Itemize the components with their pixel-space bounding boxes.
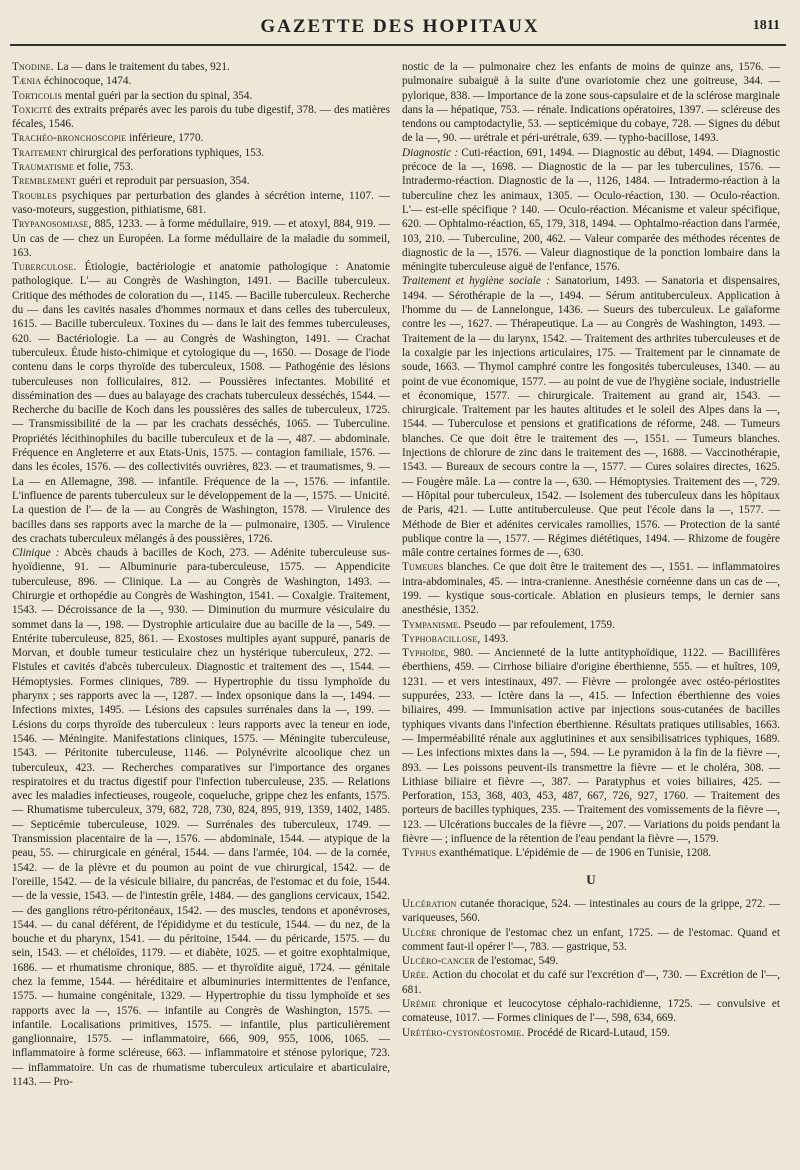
entry-heading: Toxicité [12, 103, 53, 116]
index-entry [12, 217, 390, 260]
index-entry [12, 74, 390, 88]
entry-text: Pseudo — par refoulement, 1759. [463, 618, 615, 631]
entry-text: exanthématique. L'épidémie de — de 1906 en Tunisie, 1208. [439, 847, 712, 860]
entry-text: 885, 1233. — à forme médullaire, 919. — et atoxyl, 884, 919. — Un cas de — chez un Européen. La forme médullaire de la maladie du sommeil, 163. [12, 218, 390, 259]
entry-heading: Tympanisme. [402, 618, 462, 631]
left-column [12, 60, 390, 1089]
entry-heading: Traitement et hygiène sociale : [402, 275, 550, 288]
index-entry [402, 560, 780, 617]
index-entry [12, 174, 390, 188]
entry-text: échinocoque, 1474. [43, 75, 132, 88]
entry-text: Sanatorium, 1493. — Sanatoria et dispensaires, 1494. — Sérothérapie de la —, 1494. — Sérum antituberculeux. Application à l'homme du — de Lannelongue, 1436. — Sueurs des tuberculeux. Le gaïaforme contre les —, 1627. — Thérapeutique. La — au Congrès de Washington, 1493. — Traitement de la — du larynx, 1542. — Traitement des arthrites tuberculeuses et de la coxalgie par les injections articulaires, 175. — Traitement par le cinnamate de soude, 1663. — Thymol camphré contre les fongosités tuberculeuses, 1340. — au point de vue économique, 1577. — au point de vue de l'hygiène sociale, industrielle et économique, 1577. — chirurgicale. Traitement au grand air, 1543. — chirurgicale. Traitement par les hautes altitudes et le soleil des Alpes dans la —, 1544. — Tuberculose et pensions et gratifications de réforme, 248. — Tumeurs blanches. Ce que doit être le traitement des —, 1551. — Tumeurs blanches. Injections de chlorure de zinc dans le traitement des —, 1688. — Vaccinothérapie, 1543. — Bureaux de secours contre la —, 1577. — Cures solaires directes, 1625. — Fougère mâle. La — contre la —, 630. — Hémoptysies. Traitement des —, 729. — Hôpital pour tuberculeux, 1542. — Isolement des tuberculeux dans les hôpitaux de Paris, 421. — Lutte antituberculeuse. Que peut l'école dans la —, 1577. — Méthode de Bier et adénites cervicales ramollies, 1576. — Protection de la santé publique contre la —, 1577. — Régimes diététiques, 1494. — Rhizome de fougère mâle contre certaines formes de —, 630. [402, 275, 781, 560]
entry-heading: Typhobacillose, [402, 632, 481, 645]
index-entry [12, 146, 390, 160]
entry-text: chirurgical des perforations typhiques, 153. [69, 146, 265, 159]
section-letter-u: U [586, 871, 596, 887]
index-entry [402, 926, 780, 955]
index-entry [402, 1026, 780, 1040]
index-entry [12, 103, 390, 132]
entry-heading: Traumatisme [12, 161, 74, 174]
entry-text: chronique de l'estomac chez un enfant, 1725. — de l'estomac. Quand et comment faut-il opérer l'—, 783. — gastrique, 53. [402, 926, 780, 953]
index-entry [12, 260, 390, 546]
entry-heading: Troubles [12, 189, 57, 202]
entry-text: et folie, 753. [76, 161, 134, 174]
right-column [402, 60, 780, 1040]
entry-heading: Torticolis [12, 89, 63, 102]
entry-text: Cuti-réaction, 691, 1494. — Diagnostic au début, 1494. — Diagnostic précoce de la —, 1698. — Diagnostic de la — par les tuberculines, 1576. — Intradermo-réaction. Diagnostic de la —, 1126, 1484. — Intradermo-réaction à la tuberculine chez les animaux, 1305. — Oculo-réaction, 130. — Oculo-réaction. L'— est-elle spécifique ? 140. — Oculo-réaction. Mécanisme et valeur spécifique, 620. — Ophtalmo-réaction, 65, 179, 318, 1494. — Ophtalmo-réaction dans l'armée, 103, 210. — Tuberculine, 200, 462. — Valeur comparée des méthodes récentes de diagnostic de la —, 1576. — Valeur diagnostique de la ponction lombaire dans la méningite tuberculeuse aiguë de l'enfance, 1576. [402, 146, 780, 274]
entry-heading: Typhoïde, [402, 647, 449, 660]
entry-heading: Tnodine. [12, 61, 54, 73]
page-number: 1811 [752, 18, 780, 33]
entry-heading: Tumeurs [402, 561, 444, 574]
index-entry [402, 997, 780, 1026]
entry-text: 1493. [483, 632, 509, 645]
entry-text: psychiques par perturbation des glandes à sécrétion interne, 1107. — vaso-moteurs, suggestion, pithiatisme, 681. [12, 189, 391, 216]
right-entries [402, 60, 780, 861]
entry-heading: Traitement [12, 146, 68, 159]
index-entry [402, 897, 780, 926]
entry-text: cutanée thoracique, 524. — intestinales au cours de la grippe, 272. — variqueuses, 560. [402, 897, 781, 925]
entry-heading: Urée. [402, 969, 429, 982]
entry-text: des extraits préparés avec les parois du tube digestif, 378. — des matières fécales, 1546. [12, 103, 390, 131]
entry-heading: Trypanosomiase, [12, 218, 92, 231]
entry-heading: Urétéro-cystonéostomie. [402, 1026, 525, 1039]
index-entry [12, 131, 390, 145]
index-entry [402, 846, 780, 860]
entry-text: Abcès chauds à bacilles de Koch, 273. — Adénite tuberculeuse sus-hyoïdienne, 91. — Albuminurie para-tuberculeuse, 1575. — Appendicite tuberculeuse, 896. — Clinique. La — au Congrès de Washington, 1493. — Chirurgie et orthopédie au Congrès de Washington, 1541. — Coxalgie. Traitement, 1543. — Décroissance de la —, 930. — Diminution du murmure vésiculaire du sommet dans la —, 198. — Dystrophie articulaire due au bacille de la —, 549. — Entérite tuberculeuse, 825, 861. — Exostoses multiples ayant suppuré, panaris de Morvan, et double tumeur testiculaire chez un hystérique tuberculeux, 272. — Fistules et cavités d'abcès tuberculeux. Diagnostic et traitement des —, 1544. — Hémoptysies. Formes cliniques, 789. — Hypertrophie du tissu lymphoïde du pharynx ; ses rapports avec la —, 1287. — Index opsonique dans la —, 1494. — Infections mixtes, 1495. — Lésions des capsules surrénales dans la —, 199. — Lésions du corps thyroïde des tuberculeux : leurs rapports avec la teneur en iode, 1546. — Méningite. Manifestations cliniques, 1575. — Méningite tuberculeuse, 1543. — Péritonite tuberculeuse, 1146. — Polynévrite alcoolique chez un tuberculeux, 423. — Recherches comparatives sur l'importance des organes respiratoires et du tractus digestif pour l'infection tuberculeuse, 235. — Relations avec les maladies infectieuses, rougeole, coqueluche, grippe chez les enfants, 1575. — Rhumatisme tuberculeux, 379, 682, 728, 730, 824, 895, 919, 1359, 1402, 1485. — Septicémie tuberculeuse, 1029. — Surrénales des tuberculeux, 1749. — Transmission placentaire de la —, 1576. — abdominale, 1544. — atypique de la peau, 55. — chirurgicale en général, 1544. — dans l'armée, 104. — de la cornée, 1542. — de la plèvre et du poumon au point de vue chirurgical, 1542. — de l'oreille, 1542. — de la vésicule biliaire, du pancréas, de l'estomac et du foie, 1544. — de la vessie, 1543. — de l'intestin grêle, 1484. — des ganglions cervicaux, 1542. — des ganglions rétro-péritonéaux, 1542. — des muscles, tendons et aponévroses, 1544. — du canal déférent, de l'épididyme et du testicule, 1544. — du nez, de la bouche et du pharynx, 1541. — du péritoine, 1544. — du péricarde, 1575. — du sein, 1543. — et chéloïdes, 1179. — et diabète, 1025. — et goitre exophtalmique, 1686. — et rhumatisme chronique, 885. — et thyroïdite aiguë, 1724. — génitale chez la femme, 1544. — héréditaire et albuminuries intermittentes de l'enfance, 1575. — humaine congénitale, 1329. — Hypertrophie du tissu lymphoïde et ses rapports avec la —, 1576. — infantile au Congrès de Washington, 1575. — infantile. Localisations primitives, 1575. — infantile, plus particulièrement ganglionnaire, 1575. — inflammatoire, 666, 909, 955, 1006, 1065. — inflammatoire à forme scléreuse, 663. — inflammatoire et sténose pylorique, 723. — inflammatoire. Un cas de rhumatisme tuberculeux articulaire et abarticulaire, 1143. — Pro- [12, 547, 390, 1089]
index-entry [402, 954, 780, 968]
header-rule [10, 44, 786, 46]
entry-heading: Tuberculose. [12, 261, 77, 274]
entry-text: inférieure, 1770. [129, 132, 204, 145]
index-entry [12, 546, 390, 1089]
entry-heading: Ulcère [402, 926, 437, 939]
entry-heading: Clinique : [12, 547, 60, 560]
entry-heading: Tænia [12, 75, 42, 88]
entry-text: guéri et reproduit par persuasion, 354. [78, 175, 250, 188]
entry-heading: Diagnostic : [402, 146, 459, 159]
entry-text: mental guéri par la section du spinal, 354. [64, 89, 253, 102]
index-entry [402, 60, 780, 146]
entry-text: nostic de la — pulmonaire chez les enfants de moins de quinze ans, 1576. — pulmonaire subaiguë à la suite d'une ovariotomie chez une goitreuse, 344. — pylorique, 838. — Importance de la zone sous-capsulaire et de la sclérose marginale dans la — hépatique, 753. — rénale. Indications opératoires, 1397. — scléreuse des tendons ou camptodactylie, 53. — septicémique du cobaye, 728. — Signes du début de la —, 90. — urétrale et péri-urétrale, 639. — typho-bacillose, 1493. [402, 61, 780, 145]
entry-heading: Tremblement [12, 175, 77, 188]
page-header [0, 14, 800, 44]
index-entry [12, 89, 390, 103]
entry-heading: Trachéo-bronchoscopie [12, 132, 127, 145]
entry-text: La — dans le traitement du tabes, 921. [56, 61, 230, 73]
index-entry [12, 60, 390, 74]
index-entry [402, 618, 780, 632]
entry-text: Étiologie, bactériologie et anatomie pathologique : Anatomie pathologique. L'— au Congrès de Washington, 1491. — Bacille tuberculeux. Critique des méthodes de coloration du —, 1145. — Bacille tuberculeux. Recherche du — dans les cavités nasales d'hommes normaux et dans celles des tuberculeux, 1615. — Bacille tuberculeux. Toxines du — dans le lait des femmes tuberculeuses, 620. — Bactériologie. La — au Congrès de Washington, 1491. — Crachat tuberculeux. Étude histo-chimique et cytologique du —, 1650. — Dosage de l'iode contenu dans le corps thyroïde des tuberculeux, 1508. — Pathogénie des lésions tuberculeuses non folliculaires, 812. — Poussières infectantes. Mobilité et dissémination des — dues au balayage des crachats tuberculeux desséchés, 1544. — Recherche du bacille de Koch dans les poussières des salles de tuberculeux, 1725. — Transmissibilité de la — par les crachats desséchés, 1065. — Tuberculine. Propriétés lécithinophiles du bacille tuberculeux et de la —, 487. — abdominale. Fréquence en Angleterre et aux Etats-Unis, 1575. — contagion familiale, 1576. — dans les écoles, 1576. — des collectivités ouvrières, 823. — et traumatismes, 9. — La — en Allemagne, 398. — infantile. Fréquence de la —, 1576. — infantile. L'influence de parents tuberculeux sur le développement de la —, 1575. — Unicité. La question de l'— de la — au Congrès de Washington, 1578. — Virulence des bacilles dans ses rapports avec la marche de la — pulmonaire, 1305. — Virulence des crachats tuberculeux mélangés à des poussières, 1726. [12, 261, 390, 545]
entry-heading: Typhus [402, 847, 437, 860]
entry-text: chronique et leucocytose céphalo-rachidienne, 1725. — convulsive et comateuse, 1017. — Formes cliniques de l'—, 598, 634, 669. [402, 998, 780, 1025]
entry-heading: Ulcéro-cancer [402, 955, 476, 968]
entry-text: Action du chocolat et du café sur l'excrétion d'—, 730. — Excrétion de l'—, 681. [402, 969, 780, 996]
entry-text: de l'estomac, 549. [477, 955, 559, 968]
index-entry [402, 146, 780, 275]
index-entry [402, 968, 780, 997]
entry-heading: Ulcération [402, 897, 457, 910]
entry-text: Procédé de Ricard-Lutaud, 159. [527, 1026, 670, 1039]
index-entry [402, 646, 780, 846]
entry-text: 980. — Ancienneté de la lutte antityphoïdique, 1122. — Bacillifères éberthiens, 459. — Cirrhose biliaire d'origine éberthienne, 555. — et huîtres, 109, 1231. — et vers intestinaux, 497. — Fièvre — prolongée avec ostéo-périostites suppurées, 233. — Ictère dans la —, 415. — Infection éberthienne des voies biliaires, 499. — Immunisation active par injections sous-cutanées de bacilles typhiques vivants dans l'infection éberthienne. Résultats pratiques utilisables, 1663. — Imperméabilité rénale aux agglutinines et aux sensibilisatrices typhiques, 1689. — Les infections mixtes dans la —, 594. — Le pyramidon à la fin de la fièvre —, 893. — Les poissons peuvent-ils transmettre la fièvre — et le choléra, 308. — Lithiase biliaire et fièvre —, 387. — Paratyphus et voies biliaires, 425. — Perforation, 153, 368, 403, 453, 487, 667, 726, 927, 1760. — Traitement des porteurs de bacilles typhiques, 235. — Traitement des vomissements de la fièvre —, 123. — Ulcérations buccales de la fièvre —, 207. — Variations du poids pendant la fièvre — ; influence de la rétention de l'eau pendant la fièvre —, 1579. [402, 647, 780, 846]
index-entry [402, 632, 780, 646]
journal-title: GAZETTE DES HOPITAUX [260, 16, 540, 37]
entry-heading: Urémie [402, 998, 437, 1010]
index-entry [12, 160, 390, 174]
index-entry [402, 274, 780, 560]
section-u-entries [402, 897, 780, 1040]
index-entry [12, 189, 390, 218]
entry-text: blanches. Ce que doit être le traitement des —, 1551. — inflammatoires intra-abdominales, 45. — intra-cranienne. Anesthésie cornéenne dans un cas de —, 199. — kystique sous-corticale. Ablation en plusieurs temps, le dernier sans anesthésie, 1352. [402, 561, 781, 617]
